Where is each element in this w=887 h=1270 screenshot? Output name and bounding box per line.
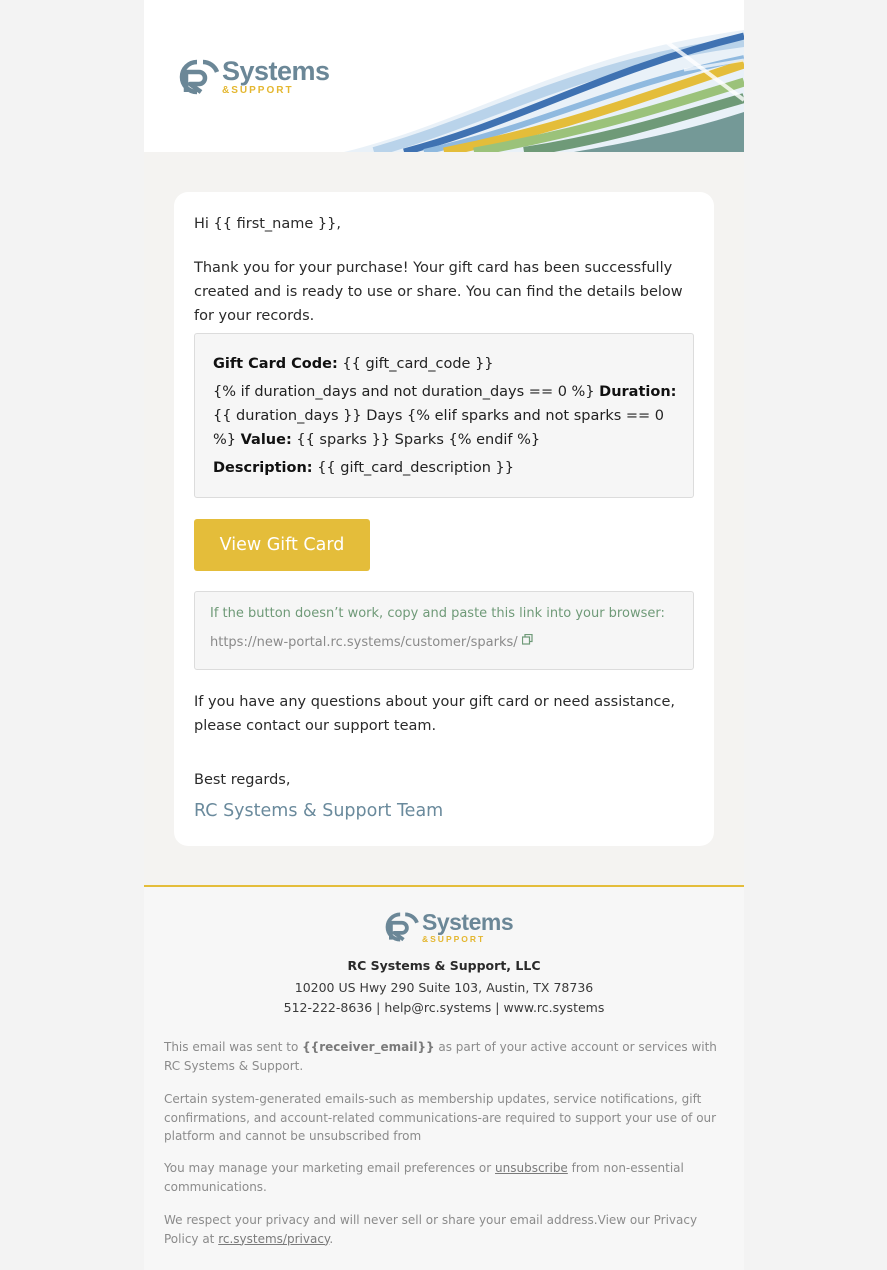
receiver-email: {{receiver_email}}: [302, 1040, 435, 1054]
gift-card-code-row: [213, 352, 679, 376]
legal-privacy: [164, 1211, 724, 1248]
unsubscribe-link[interactable]: unsubscribe: [495, 1161, 568, 1175]
intro-paragraph: Thank you for your purchase! Your gift card has been successfully created and is ready to use or share. You can find the details below for your records.: [194, 260, 683, 324]
description-label: Description:: [213, 460, 313, 476]
footer-contact: 512-222-8636 | help@rc.systems | www.rc.systems: [283, 1000, 605, 1015]
fallback-url-row: [210, 633, 533, 653]
gift-card-description-row: [213, 456, 679, 480]
footer-address: 10200 US Hwy 290 Suite 103, Austin, TX 78736: [294, 980, 594, 995]
gift-card-code-value: {{ gift_card_code }}: [342, 356, 494, 372]
header-logo: [177, 58, 330, 96]
fallback-link-box: [194, 591, 694, 670]
template-condition: {% if duration_days and not duration_days == 0 %}: [213, 384, 595, 400]
team-signature: RC Systems & Support Team: [194, 801, 444, 821]
footer-company-name: RC Systems & Support, LLC: [347, 958, 541, 973]
help-paragraph: If you have any questions about your gift card or need assistance, please contact our support team.: [194, 694, 676, 734]
logo-wordmark: Systems: [222, 56, 330, 86]
logo-wordmark: Systems: [422, 909, 514, 935]
description-value: {{ gift_card_description }}: [317, 460, 514, 476]
view-gift-card-button[interactable]: View Gift Card: [194, 519, 370, 571]
logo-subtitle: &SUPPORT: [422, 934, 486, 944]
gift-card-duration-value-row: [213, 380, 679, 452]
gift-card-details-box: [194, 333, 694, 498]
legal-manage-preferences: [164, 1159, 724, 1196]
sign-off: Best regards,: [194, 772, 291, 788]
greeting: Hi {{ first_name }},: [194, 216, 341, 232]
email-header: [144, 0, 744, 152]
copy-icon[interactable]: [522, 634, 533, 645]
manage-prefix: You may manage your marketing email preferences or: [164, 1161, 496, 1175]
rc-logo-icon: [177, 58, 219, 96]
value-value: {{ sparks }} Sparks {% endif %}: [296, 432, 541, 448]
rc-logo-icon: [383, 911, 419, 943]
fallback-url[interactable]: https://new-portal.rc.systems/customer/sparks/: [210, 635, 518, 650]
value-label: Value:: [240, 432, 292, 448]
email-container: [144, 0, 744, 1268]
sent-to-suffix: as part of your active account or services with RC Systems & Support.: [164, 1040, 717, 1073]
privacy-suffix: .: [329, 1231, 334, 1246]
privacy-prefix: We respect your privacy and will never sell or share your email address.View our Privacy Policy at: [164, 1213, 698, 1246]
message-card: [174, 192, 714, 846]
duration-value: {{ duration_days }} Days {% elif sparks and not sparks == 0 %}: [213, 408, 665, 448]
logo-subtitle: &SUPPORT: [222, 85, 294, 96]
sent-to-prefix: This email was sent to: [164, 1040, 303, 1054]
legal-sent-to: [164, 1038, 724, 1075]
duration-label: Duration:: [599, 384, 677, 400]
footer-logo: [383, 911, 513, 944]
fallback-note: If the button doesn’t work, copy and paste this link into your browser:: [210, 606, 665, 621]
privacy-link[interactable]: rc.systems/privacy: [218, 1231, 330, 1246]
legal-required-emails: Certain system-generated emails-such as membership updates, service notifications, gift confirmations, and account-related communications-are required to support your use of our platform and cannot be unsubscribed from: [164, 1092, 717, 1143]
manage-suffix: from non-essential communications.: [164, 1161, 684, 1194]
gift-card-code-label: Gift Card Code:: [213, 356, 338, 372]
